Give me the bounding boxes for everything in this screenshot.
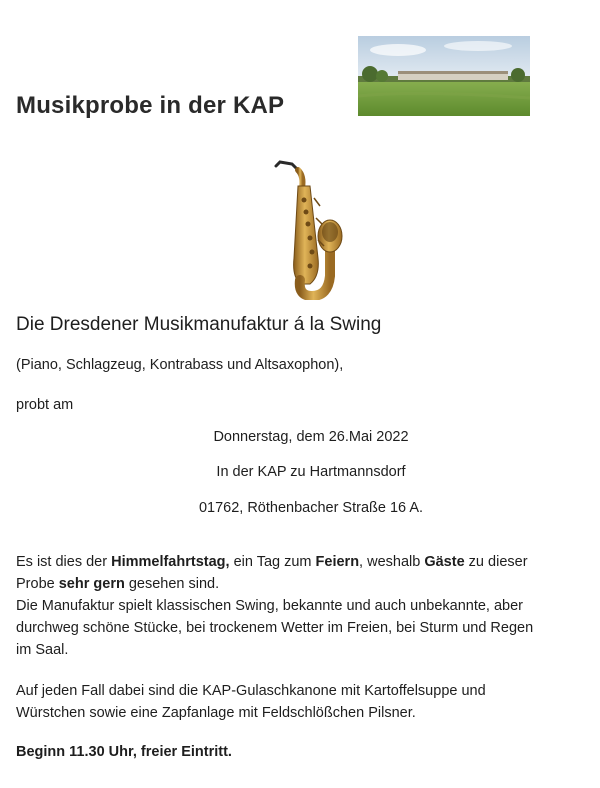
catering-line: Würstchen sowie eine Zapfanlage mit Feldschlößchen Pilsner. [16, 705, 416, 721]
event-address: 01762, Röthenbacher Straße 16 A. [198, 500, 424, 516]
page-title: Musikprobe in der KAP [16, 92, 285, 119]
landscape-photo [358, 36, 530, 116]
probt-text: probt am [16, 397, 74, 413]
start-time-text: Beginn 11.30 Uhr, freier Eintritt. [16, 744, 232, 760]
description-line: Es ist dies der Himmelfahrtstag, ein Tag zum Feiern, weshalb Gäste zu dieser [16, 554, 528, 570]
event-date: Donnerstag, dem 26.Mai 2022 [213, 429, 409, 445]
catering-paragraph [16, 680, 594, 724]
saxophone-icon [270, 158, 350, 300]
instruments-text: (Piano, Schlagzeug, Kontrabass und Altsaxophon), [16, 357, 344, 373]
description-line: durchweg schöne Stücke, bei trockenem Wetter im Freien, bei Sturm und Regen [16, 620, 534, 636]
description-line: Die Manufaktur spielt klassischen Swing, bekannte und auch unbekannte, aber [16, 598, 524, 614]
ensemble-name: Die Dresdener Musikmanufaktur á la Swing [16, 314, 382, 335]
description-paragraph [16, 551, 594, 661]
catering-line: Auf jeden Fall dabei sind die KAP-Gulaschkanone mit Kartoffelsuppe und [16, 683, 486, 699]
event-place: In der KAP zu Hartmannsdorf [216, 464, 406, 480]
description-line: im Saal. [16, 642, 69, 658]
description-line: Probe sehr gern gesehen sind. [16, 576, 220, 592]
